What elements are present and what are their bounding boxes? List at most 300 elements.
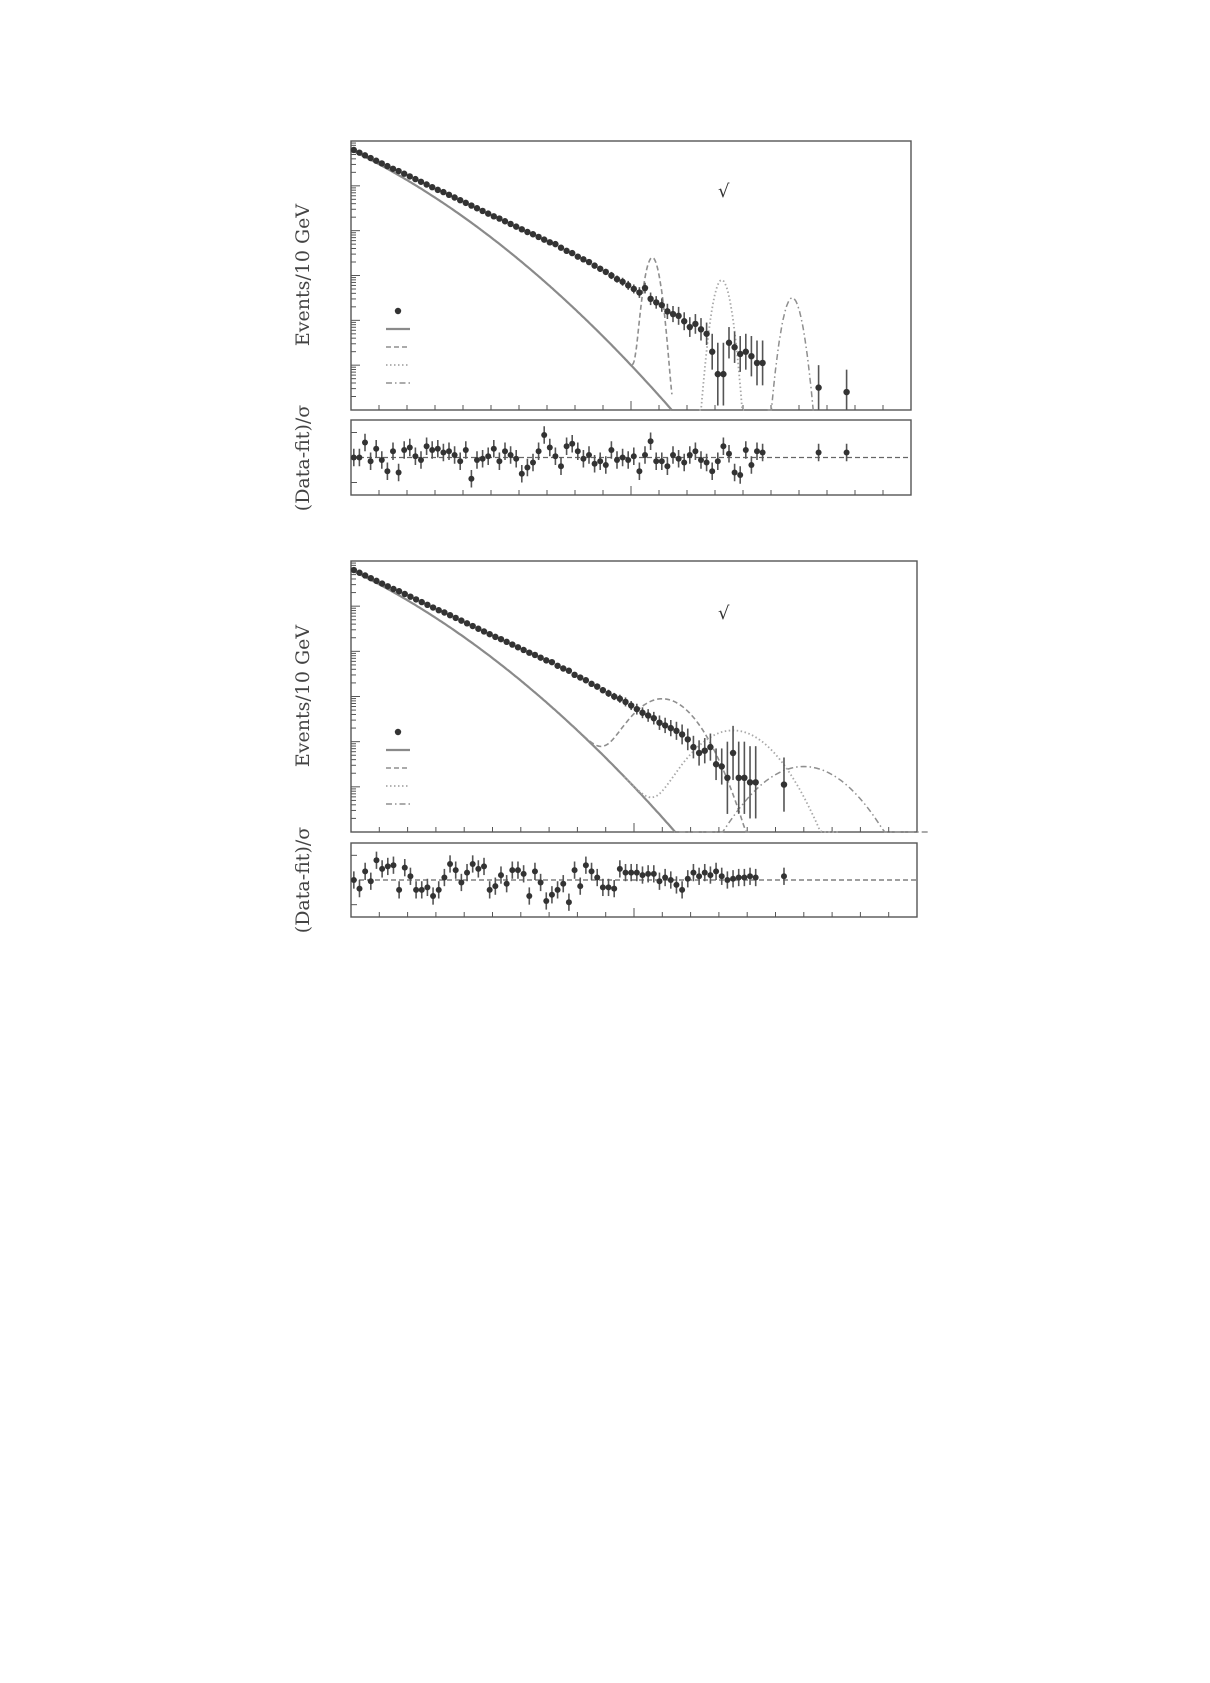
ratio-point <box>560 881 566 887</box>
ratio-point <box>396 470 402 476</box>
ratio-point <box>709 468 715 474</box>
ratio-point <box>373 446 379 452</box>
data-point <box>554 663 560 669</box>
data-point <box>597 266 603 272</box>
data-point <box>696 750 702 756</box>
data-point <box>457 197 463 203</box>
ratio-point <box>351 455 357 461</box>
ratio-point <box>509 867 515 873</box>
ratio-point <box>659 458 665 464</box>
data-point <box>453 615 459 621</box>
ratio-point <box>470 861 476 867</box>
data-point <box>679 731 685 737</box>
ratio-point <box>589 868 595 874</box>
data-point <box>588 681 594 687</box>
data-point <box>423 181 429 187</box>
ratio-point <box>532 868 538 874</box>
ratio-point <box>719 873 725 879</box>
data-point <box>759 360 765 366</box>
data-point <box>367 155 373 161</box>
panel-1-sqrt-s-label: √ <box>718 181 730 202</box>
ratio-point <box>502 448 508 454</box>
data-point <box>441 609 447 615</box>
data-point <box>430 604 436 610</box>
ratio-point <box>474 457 480 463</box>
data-point <box>752 779 758 785</box>
ratio-point <box>753 875 759 881</box>
data-point <box>726 340 732 346</box>
data-point <box>486 631 492 637</box>
ratio-point <box>356 455 362 461</box>
ratio-point <box>586 452 592 458</box>
panel-2 <box>292 561 928 933</box>
ratio-point <box>487 887 493 893</box>
data-point <box>436 607 442 613</box>
data-point <box>622 699 628 705</box>
data-point <box>580 256 586 262</box>
ratio-point <box>373 857 379 863</box>
ratio-point <box>481 863 487 869</box>
ratio-point <box>623 870 629 876</box>
data-point <box>532 652 538 658</box>
ratio-point <box>580 456 586 462</box>
ratio-point <box>670 452 676 458</box>
ratio-point <box>384 468 390 474</box>
data-point <box>690 744 696 750</box>
ratio-point <box>572 867 578 873</box>
signal-curve-dash-dot <box>768 298 817 410</box>
data-point <box>781 781 787 787</box>
data-point <box>743 349 749 355</box>
data-point <box>541 236 547 242</box>
data-point <box>502 218 508 224</box>
panel-1-y-axis-label: Events/10 GeV <box>292 203 314 347</box>
ratio-point <box>441 875 447 881</box>
data-point <box>475 626 481 632</box>
ratio-point <box>690 870 696 876</box>
ratio-point <box>402 865 408 871</box>
data-point <box>843 389 849 395</box>
ratio-point <box>664 463 670 469</box>
ratio-point <box>498 872 504 878</box>
data-point <box>384 163 390 169</box>
ratio-point <box>681 460 687 466</box>
data-point <box>737 351 743 357</box>
ratio-point <box>547 445 553 451</box>
ratio-point <box>446 448 452 454</box>
ratio-point <box>636 468 642 474</box>
ratio-point <box>412 453 418 459</box>
ratio-point <box>760 450 766 456</box>
panel-2-main-plot <box>351 563 929 832</box>
ratio-point <box>463 447 469 453</box>
ratio-point <box>524 465 530 471</box>
ratio-point <box>720 443 726 449</box>
ratio-point <box>513 456 519 462</box>
data-point <box>681 318 687 324</box>
data-point <box>563 248 569 254</box>
ratio-point <box>362 440 368 446</box>
data-point <box>702 748 708 754</box>
data-point <box>418 179 424 185</box>
data-point <box>362 152 368 158</box>
data-point <box>673 728 679 734</box>
ratio-point <box>679 887 685 893</box>
data-point <box>719 763 725 769</box>
data-point <box>395 168 401 174</box>
ratio-point <box>452 452 458 458</box>
data-point <box>642 285 648 291</box>
data-point <box>713 761 719 767</box>
data-point <box>591 262 597 268</box>
data-point <box>675 313 681 319</box>
ratio-point <box>429 447 435 453</box>
data-point <box>402 591 408 597</box>
data-point <box>731 344 737 350</box>
data-point <box>603 269 609 275</box>
ratio-point <box>424 443 430 449</box>
ratio-point <box>634 870 640 876</box>
ratio-point <box>724 877 730 883</box>
data-point <box>698 326 704 332</box>
ratio-point <box>736 875 742 881</box>
ratio-point <box>673 882 679 888</box>
data-point <box>815 384 821 390</box>
ratio-point <box>356 886 362 892</box>
data-point <box>552 241 558 247</box>
data-point <box>396 588 402 594</box>
ratio-point <box>401 447 407 453</box>
data-point <box>611 693 617 699</box>
ratio-point <box>648 438 654 444</box>
ratio-point <box>651 871 657 877</box>
ratio-point <box>600 884 606 890</box>
ratio-point <box>496 458 502 464</box>
data-point <box>685 736 691 742</box>
ratio-point <box>606 884 612 890</box>
data-point <box>617 696 623 702</box>
data-point <box>639 710 645 716</box>
data-point <box>754 360 760 366</box>
data-point <box>390 586 396 592</box>
data-point <box>479 208 485 214</box>
data-point <box>647 296 653 302</box>
data-point <box>419 599 425 605</box>
data-point <box>569 250 575 256</box>
ratio-point <box>549 892 555 898</box>
data-point <box>575 253 581 259</box>
data-point <box>447 612 453 618</box>
data-point <box>634 706 640 712</box>
data-point <box>571 672 577 678</box>
data-point <box>468 202 474 208</box>
panel-2-ratio-y-axis-label: (Data-fit)/σ <box>292 826 314 934</box>
data-point <box>736 775 742 781</box>
data-point <box>583 677 589 683</box>
data-point <box>537 654 543 660</box>
data-point <box>668 725 674 731</box>
panel-1-ratio-plot <box>351 426 911 495</box>
ratio-point <box>614 457 620 463</box>
data-point <box>498 636 504 642</box>
ratio-point <box>704 460 710 466</box>
data-point <box>451 194 457 200</box>
ratio-point <box>508 452 514 458</box>
panel-1-legend <box>386 308 410 383</box>
signal-curve-dotted <box>624 730 839 832</box>
panel-1-main-plot <box>351 143 911 410</box>
legend-data-marker <box>395 729 401 735</box>
ratio-point <box>379 866 385 872</box>
ratio-point <box>594 875 600 881</box>
ratio-point <box>662 875 668 881</box>
ratio-point <box>464 870 470 876</box>
ratio-point <box>611 886 617 892</box>
data-point <box>356 570 362 576</box>
ratio-point <box>453 867 459 873</box>
data-point <box>446 192 452 198</box>
ratio-point <box>844 450 850 456</box>
ratio-point <box>530 460 536 466</box>
ratio-point <box>521 871 527 877</box>
ratio-point <box>645 871 651 877</box>
ratio-point <box>475 866 481 872</box>
data-point <box>390 166 396 172</box>
ratio-point <box>424 884 430 890</box>
data-point <box>600 687 606 693</box>
data-point <box>401 171 407 177</box>
ratio-point <box>368 878 374 884</box>
data-point <box>619 279 625 285</box>
data-point <box>526 649 532 655</box>
ratio-point <box>385 863 391 869</box>
ratio-point <box>504 881 510 887</box>
data-point <box>356 149 362 155</box>
ratio-point <box>419 887 425 893</box>
ratio-point <box>577 883 583 889</box>
data-point <box>412 176 418 182</box>
data-point <box>413 596 419 602</box>
ratio-point <box>468 476 474 482</box>
ratio-point <box>685 876 691 882</box>
data-point <box>730 750 736 756</box>
data-point <box>547 239 553 245</box>
ratio-point <box>617 866 623 872</box>
data-point <box>379 580 385 586</box>
ratio-point <box>536 448 542 454</box>
ratio-point <box>620 455 626 461</box>
data-point <box>715 371 721 377</box>
ratio-point <box>631 453 637 459</box>
data-point <box>503 639 509 645</box>
ratio-point <box>566 899 572 905</box>
panel-2-ratio-plot <box>351 852 917 917</box>
data-point <box>586 259 592 265</box>
ratio-point <box>702 870 708 876</box>
data-point <box>628 702 634 708</box>
data-point <box>469 623 475 629</box>
ratio-point <box>396 887 402 893</box>
data-point <box>741 775 747 781</box>
ratio-point <box>558 463 564 469</box>
ratio-point <box>754 448 760 454</box>
data-point <box>407 593 413 599</box>
ratio-point <box>379 457 385 463</box>
data-point <box>709 349 715 355</box>
data-point <box>379 160 385 166</box>
data-point <box>670 311 676 317</box>
data-point <box>651 715 657 721</box>
ratio-point <box>653 458 659 464</box>
ratio-point <box>687 452 693 458</box>
panel-1-ratio-y-axis-label: (Data-fit)/σ <box>292 404 314 512</box>
ratio-point <box>351 877 357 883</box>
data-point <box>492 634 498 640</box>
ratio-point <box>597 458 603 464</box>
data-point <box>707 744 713 750</box>
ratio-point <box>575 448 581 454</box>
data-point <box>645 712 651 718</box>
data-point <box>625 282 631 288</box>
data-point <box>687 324 693 330</box>
panel-1 <box>292 141 911 511</box>
ratio-point <box>519 471 525 477</box>
ratio-point <box>730 876 736 882</box>
data-point <box>385 583 391 589</box>
ratio-point <box>583 862 589 868</box>
ratio-point <box>592 461 598 467</box>
data-point <box>481 628 487 634</box>
ratio-point <box>608 447 614 453</box>
data-point <box>560 665 566 671</box>
data-point <box>491 213 497 219</box>
ratio-point <box>491 446 497 452</box>
ratio-point <box>440 450 446 456</box>
ratio-point <box>625 457 631 463</box>
ratio-point <box>436 887 442 893</box>
data-point <box>496 215 502 221</box>
panel-2-sqrt-s-label: √ <box>718 603 730 624</box>
data-point <box>520 647 526 653</box>
data-point <box>485 210 491 216</box>
data-point <box>631 286 637 292</box>
ratio-point <box>668 877 674 883</box>
ratio-point <box>743 447 749 453</box>
data-point <box>509 641 515 647</box>
data-point <box>424 602 430 608</box>
ratio-point <box>781 873 787 879</box>
ratio-point <box>715 458 721 464</box>
ratio-point <box>707 872 713 878</box>
ratio-point <box>737 472 743 478</box>
data-point <box>653 299 659 305</box>
data-point <box>724 775 730 781</box>
data-point <box>530 231 536 237</box>
ratio-point <box>407 445 413 451</box>
data-point <box>368 575 374 581</box>
ratio-point <box>541 432 547 438</box>
ratio-point <box>569 441 575 447</box>
ratio-point <box>639 872 645 878</box>
data-point <box>351 567 357 573</box>
data-point <box>636 289 642 295</box>
ratio-point <box>628 870 634 876</box>
ratio-point <box>418 457 424 463</box>
ratio-point <box>741 875 747 881</box>
data-point <box>614 276 620 282</box>
data-point <box>507 221 513 227</box>
ratio-point <box>552 453 558 459</box>
data-point <box>519 226 525 232</box>
ratio-point <box>713 868 719 874</box>
ratio-point <box>656 878 662 884</box>
ratio-point <box>515 867 521 873</box>
ratio-point <box>816 450 822 456</box>
ratio-point <box>564 443 570 449</box>
data-point <box>703 331 709 337</box>
ratio-point <box>543 898 549 904</box>
ratio-point <box>480 456 486 462</box>
data-point <box>524 229 530 235</box>
data-point <box>351 147 357 153</box>
data-point <box>373 578 379 584</box>
ratio-point <box>390 862 396 868</box>
data-point <box>515 644 521 650</box>
ratio-point <box>458 879 464 885</box>
ratio-point <box>457 458 463 464</box>
data-point <box>558 245 564 251</box>
data-point <box>458 617 464 623</box>
ratio-point <box>748 462 754 468</box>
ratio-point <box>435 446 441 452</box>
data-point <box>373 158 379 164</box>
ratio-point <box>642 452 648 458</box>
data-point <box>566 668 572 674</box>
panel-2-main-frame <box>351 561 917 832</box>
ratio-point <box>692 448 698 454</box>
ratio-point <box>413 887 419 893</box>
ratio-point <box>603 462 609 468</box>
data-point <box>662 722 668 728</box>
data-point <box>748 353 754 359</box>
data-point <box>440 189 446 195</box>
data-point <box>577 674 583 680</box>
ratio-point <box>698 457 704 463</box>
panel-2-y-axis-label: Events/10 GeV <box>292 624 314 768</box>
data-point <box>474 205 480 211</box>
ratio-point <box>555 887 561 893</box>
ratio-point <box>526 893 532 899</box>
panel-2-legend <box>386 729 410 804</box>
signal-curve-dotted <box>699 280 744 410</box>
ratio-point <box>492 883 498 889</box>
data-point <box>664 308 670 314</box>
ratio-point <box>676 456 682 462</box>
data-point <box>692 321 698 327</box>
data-point <box>605 690 611 696</box>
ratio-point <box>407 873 413 879</box>
data-point <box>429 184 435 190</box>
data-point <box>513 223 519 229</box>
data-point <box>543 657 549 663</box>
data-point <box>435 187 441 193</box>
panel-1-main-frame <box>351 141 911 410</box>
data-point <box>362 572 368 578</box>
ratio-point <box>485 453 491 459</box>
ratio-point <box>368 458 374 464</box>
data-point <box>464 620 470 626</box>
legend-data-marker <box>395 308 401 314</box>
